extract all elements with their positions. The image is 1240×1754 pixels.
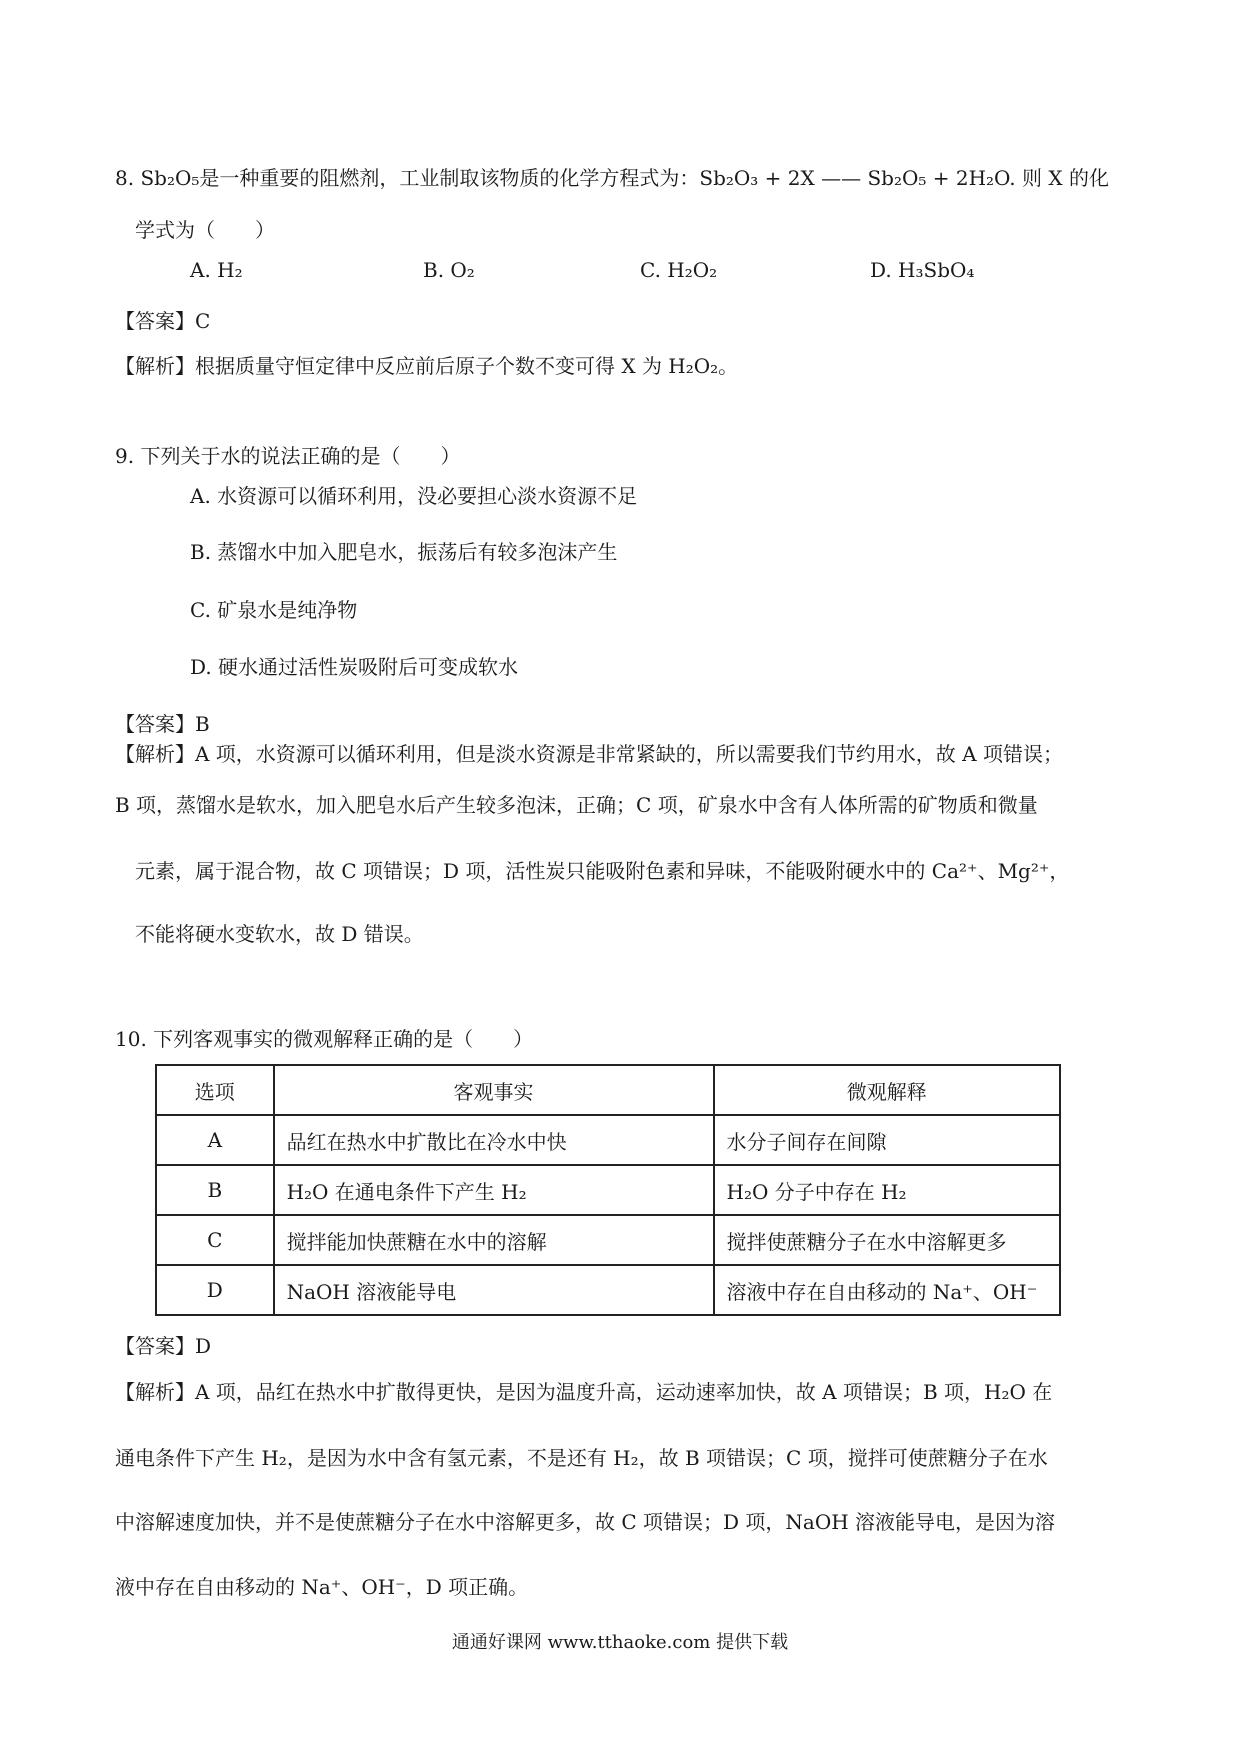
q9-analysis-line3: 元素，属于混合物，故 C 项错误；D 项，活性炭只能吸附色素和异味，不能吸附硬水中的 Ca²⁺、Mg²⁺， [135, 859, 1070, 883]
q9-option-d: D. 硬水通过活性炭吸附后可变成软水 [190, 655, 519, 679]
table-cell-fact: 搅拌能加快蔗糖在水中的溶解 [274, 1215, 714, 1265]
q8-option-d: D. H₃SbO₄ [870, 258, 975, 282]
q8-stem-line2: 学式为（ ） [135, 218, 275, 242]
table-cell-option: B [156, 1165, 274, 1215]
table-cell-fact: NaOH 溶液能导电 [274, 1265, 714, 1315]
q8-stem-line1: 8. Sb₂O₅是一种重要的阻燃剂，工业制取该物质的化学方程式为：Sb₂O₃ + 2X —— Sb₂O₅ + 2H₂O. 则 X 的化 [115, 166, 1109, 190]
table-cell-explanation: H₂O 分子中存在 H₂ [714, 1165, 1060, 1215]
table-cell-option: A [156, 1115, 274, 1165]
table-header-row [156, 1065, 1060, 1115]
table-cell-explanation: 搅拌使蔗糖分子在水中溶解更多 [714, 1215, 1060, 1265]
table-cell-explanation: 水分子间存在间隙 [714, 1115, 1060, 1165]
q10-table [155, 1064, 1061, 1316]
table-row [156, 1215, 1060, 1265]
table-cell-explanation: 溶液中存在自由移动的 Na⁺、OH⁻ [714, 1265, 1060, 1315]
table-cell-option: C [156, 1215, 274, 1265]
page-footer: 通通好课网 www.tthaoke.com 提供下载 [451, 1632, 789, 1653]
table-row [156, 1265, 1060, 1315]
q8-option-b: B. O₂ [423, 258, 475, 282]
q10-stem: 10. 下列客观事实的微观解释正确的是（ ） [115, 1027, 534, 1051]
q9-option-a: A. 水资源可以循环利用，没必要担心淡水资源不足 [190, 484, 638, 508]
table-header-option: 选项 [156, 1065, 274, 1115]
table-cell-fact: H₂O 在通电条件下产生 H₂ [274, 1165, 714, 1215]
q9-answer: 【答案】B [115, 712, 210, 736]
table-cell-fact: 品红在热水中扩散比在冷水中快 [274, 1115, 714, 1165]
q9-analysis-line2: B 项，蒸馏水是软水，加入肥皂水后产生较多泡沫，正确；C 项，矿泉水中含有人体所需的矿物质和微量 [115, 793, 1038, 817]
q8-option-c: C. H₂O₂ [640, 258, 718, 282]
q9-stem: 9. 下列关于水的说法正确的是（ ） [115, 444, 461, 468]
q8-option-a: A. H₂ [190, 258, 243, 282]
q10-answer: 【答案】D [115, 1334, 212, 1358]
q9-analysis-line1: 【解析】A 项，水资源可以循环利用，但是淡水资源是非常紧缺的，所以需要我们节约用水，故 A 项错误； [115, 742, 1063, 766]
table-row [156, 1115, 1060, 1165]
q9-option-c: C. 矿泉水是纯净物 [190, 598, 358, 622]
q10-analysis-line1: 【解析】A 项，品红在热水中扩散得更快，是因为温度升高，运动速率加快，故 A 项错误；B 项，H₂O 在 [115, 1380, 1053, 1404]
q10-analysis-line3: 中溶解速度加快，并不是使蔗糖分子在水中溶解更多，故 C 项错误；D 项，NaOH 溶液能导电，是因为溶 [115, 1510, 1056, 1534]
q8-answer: 【答案】C [115, 309, 211, 333]
table-cell-option: D [156, 1265, 274, 1315]
q10-analysis-line2: 通电条件下产生 H₂，是因为水中含有氢元素，不是还有 H₂，故 B 项错误；C 项，搅拌可使蔗糖分子在水 [115, 1446, 1048, 1470]
q8-analysis: 【解析】根据质量守恒定律中反应前后原子个数不变可得 X 为 H₂O₂。 [115, 354, 739, 378]
q10-analysis-line4: 液中存在自由移动的 Na⁺、OH⁻，D 项正确。 [115, 1575, 529, 1599]
table-header-explanation: 微观解释 [714, 1065, 1060, 1115]
table-header-fact: 客观事实 [274, 1065, 714, 1115]
q9-option-b: B. 蒸馏水中加入肥皂水，振荡后有较多泡沫产生 [190, 540, 618, 564]
table-row [156, 1165, 1060, 1215]
q9-analysis-line4: 不能将硬水变软水，故 D 错误。 [135, 922, 424, 946]
